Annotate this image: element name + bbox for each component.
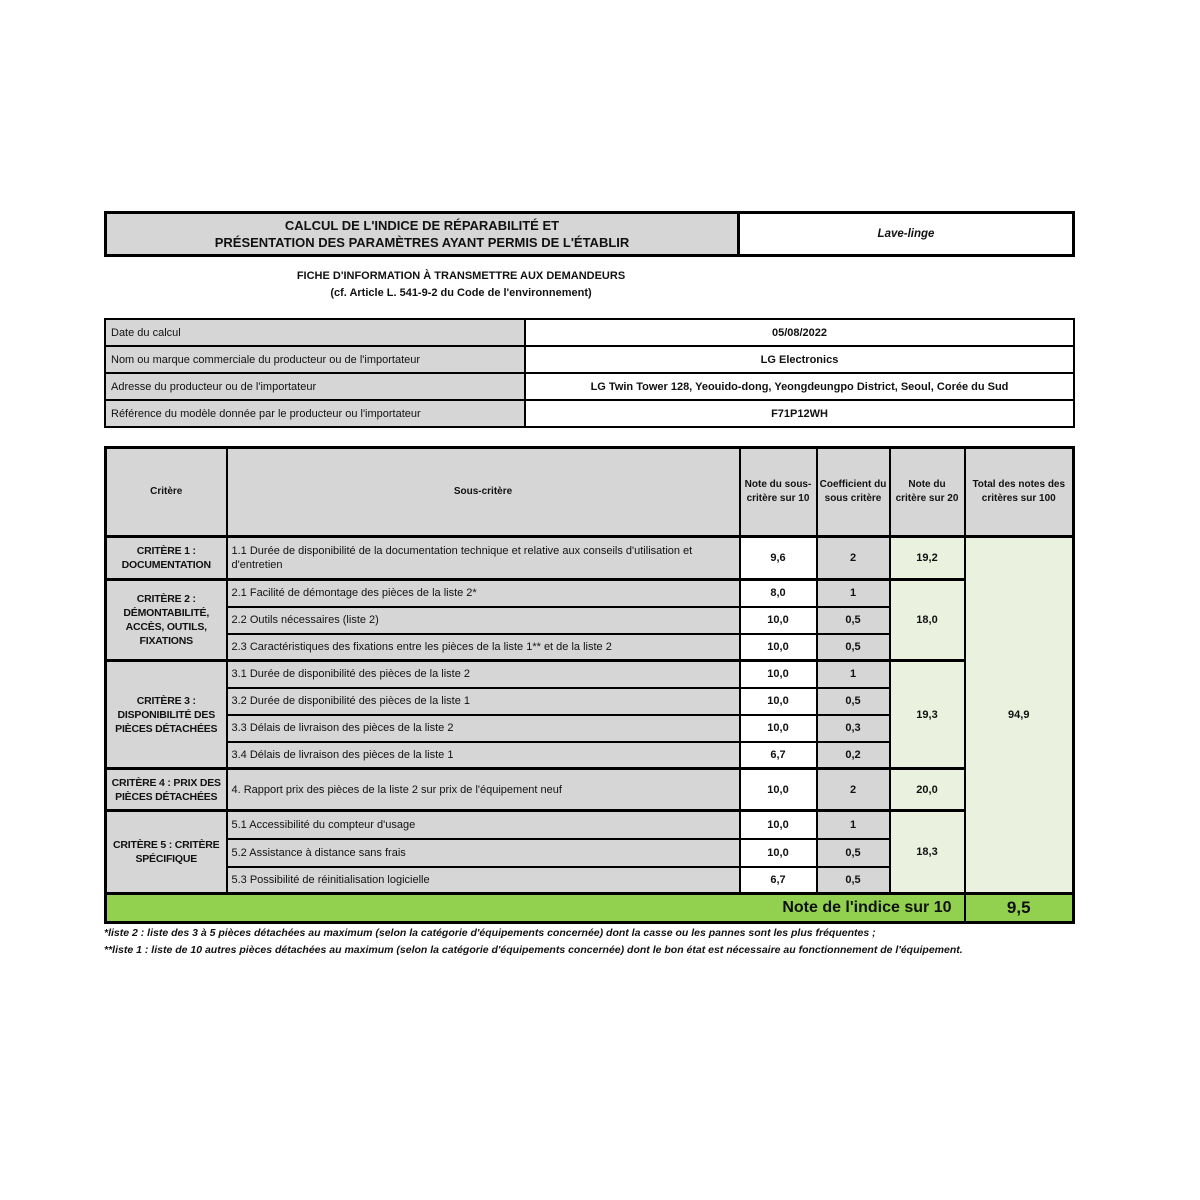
title-banner	[104, 211, 1075, 257]
footnote-liste-2: *liste 2 : liste des 3 à 5 pièces détachées au maximum (selon la catégorie d'équipements concernée) dont la casse ou les pannes sont les plus fréquentes ;	[104, 927, 876, 939]
coeff-2-3: 0,5	[817, 634, 890, 661]
note10-2-1: 8,0	[740, 580, 817, 607]
note20-criterion-3: 19,3	[890, 661, 965, 769]
sub-criterion-3-3: 3.3 Délais de livraison des pièces de la liste 2	[227, 715, 740, 742]
coeff-5-3: 0,5	[817, 867, 890, 894]
criterion-2-name: CRITÈRE 2 : DÉMONTABILITÉ, ACCÈS, OUTILS, FIXATIONS	[106, 580, 227, 661]
note10-5-1: 10,0	[740, 811, 817, 839]
sub-criterion-5-3: 5.3 Possibilité de réinitialisation logicielle	[227, 867, 740, 894]
subtitle	[104, 268, 818, 302]
sub-criterion-5-1: 5.1 Accessibilité du compteur d'usage	[227, 811, 740, 839]
coeff-3-3: 0,3	[817, 715, 890, 742]
header-note10: Note du sous-critère sur 10	[740, 448, 817, 537]
subtitle-line-1: FICHE D'INFORMATION À TRANSMETTRE AUX DEMANDEURS	[296, 270, 626, 282]
title-line-2: PRÉSENTATION DES PARAMÈTRES AYANT PERMIS DE L'ÉTABLIR	[214, 235, 630, 250]
note10-3-1: 10,0	[740, 661, 817, 688]
subtitle-line-2: (cf. Article L. 541-9-2 du Code de l'environnement)	[330, 287, 592, 299]
note10-5-3: 6,7	[740, 867, 817, 894]
note10-3-4: 6,7	[740, 742, 817, 769]
info-value-producer-name: LG Electronics	[525, 346, 1074, 373]
product-category-box	[740, 211, 1075, 257]
footnote-liste-1: **liste 1 : liste de 10 autres pièces détachées au maximum (selon la catégorie d'équipements concernée) dont le bon état est nécessaire au fonctionnement de l'équipement.	[104, 944, 963, 956]
sub-criterion-4: 4. Rapport prix des pièces de la liste 2 sur prix de l'équipement neuf	[227, 769, 740, 811]
note20-criterion-2: 18,0	[890, 580, 965, 661]
sub-criterion-5-2: 5.2 Assistance à distance sans frais	[227, 839, 740, 867]
criterion-3-name: CRITÈRE 3 : DISPONIBILITÉ DES PIÈCES DÉTACHÉES	[106, 661, 227, 769]
sub-criterion-3-4: 3.4 Délais de livraison des pièces de la liste 1	[227, 742, 740, 769]
note20-criterion-4: 20,0	[890, 769, 965, 811]
info-label-model-reference: Référence du modèle donnée par le producteur ou l'importateur	[105, 400, 525, 427]
sub-criterion-3-1: 3.1 Durée de disponibilité des pièces de la liste 2	[227, 661, 740, 688]
table-row	[105, 319, 1074, 346]
header-sous-critere: Sous-critère	[227, 448, 740, 537]
note10-2-2: 10,0	[740, 607, 817, 634]
info-label-date: Date du calcul	[105, 319, 525, 346]
document-title	[104, 211, 740, 257]
table-row	[106, 580, 1074, 607]
header-total: Total des notes des critères sur 100	[965, 448, 1074, 537]
criterion-4-name: CRITÈRE 4 : PRIX DES PIÈCES DÉTACHÉES	[106, 769, 227, 811]
info-label-producer-name: Nom ou marque commerciale du producteur ou de l'importateur	[105, 346, 525, 373]
criteria-header-row	[106, 448, 1074, 537]
info-label-producer-address: Adresse du producteur ou de l'importateur	[105, 373, 525, 400]
coeff-1-1: 2	[817, 537, 890, 580]
sub-criterion-2-1: 2.1 Facilité de démontage des pièces de la liste 2*	[227, 580, 740, 607]
note10-3-2: 10,0	[740, 688, 817, 715]
footnotes	[104, 925, 1075, 959]
criterion-5-name: CRITÈRE 5 : CRITÈRE SPÉCIFIQUE	[106, 811, 227, 894]
note20-criterion-5: 18,3	[890, 811, 965, 894]
note20-criterion-1: 19,2	[890, 537, 965, 580]
index-score-row	[106, 894, 1074, 923]
coeff-4: 2	[817, 769, 890, 811]
table-row	[105, 373, 1074, 400]
criteria-table	[104, 446, 1075, 924]
sub-criterion-1-1: 1.1 Durée de disponibilité de la documentation technique et relative aux conseils d'utilisation et d'entretien	[227, 537, 740, 580]
info-value-date: 05/08/2022	[525, 319, 1074, 346]
header-coefficient: Coefficient du sous critère	[817, 448, 890, 537]
note10-2-3: 10,0	[740, 634, 817, 661]
table-row	[106, 769, 1074, 811]
coeff-2-1: 1	[817, 580, 890, 607]
sub-criterion-2-2: 2.2 Outils nécessaires (liste 2)	[227, 607, 740, 634]
note10-5-2: 10,0	[740, 839, 817, 867]
index-score-value: 9,5	[965, 894, 1074, 923]
table-row	[105, 346, 1074, 373]
coeff-3-1: 1	[817, 661, 890, 688]
note10-3-3: 10,0	[740, 715, 817, 742]
producer-info-table	[104, 318, 1075, 428]
title-line-1: CALCUL DE L'INDICE DE RÉPARABILITÉ ET	[284, 218, 560, 233]
note10-4: 10,0	[740, 769, 817, 811]
criterion-1-name: CRITÈRE 1 : DOCUMENTATION	[106, 537, 227, 580]
table-row	[106, 537, 1074, 580]
total-sur-100: 94,9	[965, 537, 1074, 894]
sub-criterion-2-3: 2.3 Caractéristiques des fixations entre les pièces de la liste 1** et de la liste 2	[227, 634, 740, 661]
note10-1-1: 9,6	[740, 537, 817, 580]
product-category: Lave-linge	[877, 228, 935, 240]
coeff-3-2: 0,5	[817, 688, 890, 715]
table-row	[106, 811, 1074, 839]
coeff-5-2: 0,5	[817, 839, 890, 867]
table-row	[106, 661, 1074, 688]
coeff-3-4: 0,2	[817, 742, 890, 769]
info-value-model-reference: F71P12WH	[525, 400, 1074, 427]
sub-criterion-3-2: 3.2 Durée de disponibilité des pièces de la liste 1	[227, 688, 740, 715]
header-note20: Note du critère sur 20	[890, 448, 965, 537]
info-value-producer-address: LG Twin Tower 128, Yeouido-dong, Yeongdeungpo District, Seoul, Corée du Sud	[525, 373, 1074, 400]
table-row	[105, 400, 1074, 427]
index-score-label: Note de l'indice sur 10	[106, 894, 965, 923]
header-critere: Critère	[106, 448, 227, 537]
coeff-5-1: 1	[817, 811, 890, 839]
coeff-2-2: 0,5	[817, 607, 890, 634]
